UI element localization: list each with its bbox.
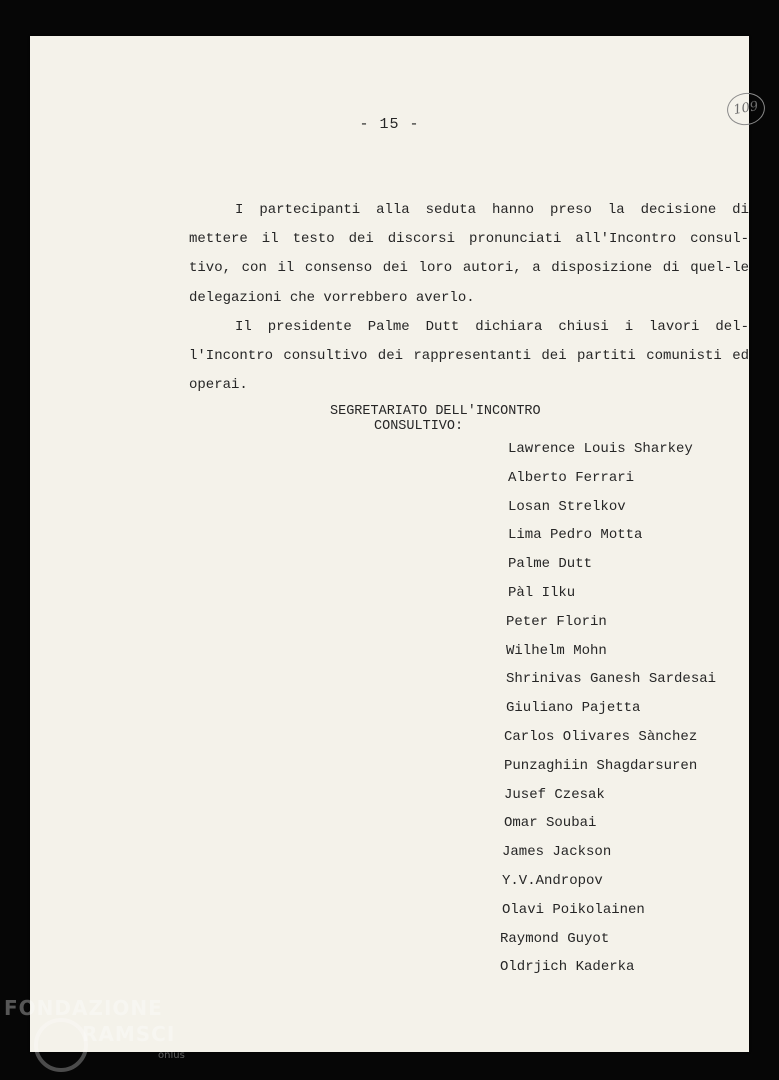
signatory-name: Palme Dutt	[508, 556, 593, 573]
signatory-name: Y.V.Andropov	[502, 872, 603, 889]
document-page	[30, 36, 760, 1052]
paragraph-1: I partecipanti alla seduta hanno preso la decisione di mettere il testo dei discorsi pronunciati all'Incontro consul-tivo, con il consenso dei loro autori, a disposizione di quel-le delegazioni che vorrebbero averlo.	[189, 202, 749, 306]
watermark-logo-icon	[34, 1018, 88, 1072]
signatory-name: Punzaghiin Shagdarsuren	[504, 757, 698, 774]
signatory-name: Lawrence Louis Sharkey	[508, 441, 693, 457]
signatory-name: Peter Florin	[506, 613, 607, 630]
signature-title	[330, 404, 541, 434]
signatory-name: Giuliano Pajetta	[506, 700, 641, 717]
signatory-name: Alberto Ferrari	[508, 469, 635, 486]
signatory-name: James Jackson	[502, 844, 612, 861]
watermark-line1: FONDAZIONE	[4, 996, 163, 1020]
watermark-line2: RAMSCI	[82, 1022, 176, 1046]
signatory-list	[500, 435, 716, 982]
page-number: - 15 -	[359, 116, 420, 133]
signatory-name: Omar Soubai	[504, 815, 597, 832]
signatory-name: Olavi Poikolainen	[502, 901, 645, 918]
signature-title-line1: SEGRETARIATO DELL'INCONTRO	[330, 404, 541, 419]
signature-title-line2: CONSULTIVO:	[374, 419, 464, 434]
watermark-line3: onlus	[158, 1050, 185, 1061]
body-text	[189, 196, 749, 400]
signatory-name: Oldrjich Kaderka	[500, 959, 635, 976]
archive-stamp: 109	[725, 90, 768, 128]
signatory-name: Losan Strelkov	[508, 498, 626, 515]
paragraph-2: Il presidente Palme Dutt dichiara chiusi i lavori del-l'Incontro consultivo dei rappresentanti dei partiti comunisti ed operai.	[189, 318, 749, 394]
signatory-name: Carlos Olivares Sànchez	[504, 728, 698, 745]
signatory-name: Wilhelm Mohn	[506, 642, 607, 659]
signatory-name: Jusef Czesak	[504, 786, 605, 803]
signatory-name: Raymond Guyot	[500, 930, 610, 947]
signatory-name: Shrinivas Ganesh Sardesai	[506, 671, 717, 688]
signatory-name: Lima Pedro Motta	[508, 527, 643, 544]
signatory-name: Pàl Ilku	[508, 584, 576, 601]
fondazione-gramsci-watermark	[4, 996, 204, 1076]
